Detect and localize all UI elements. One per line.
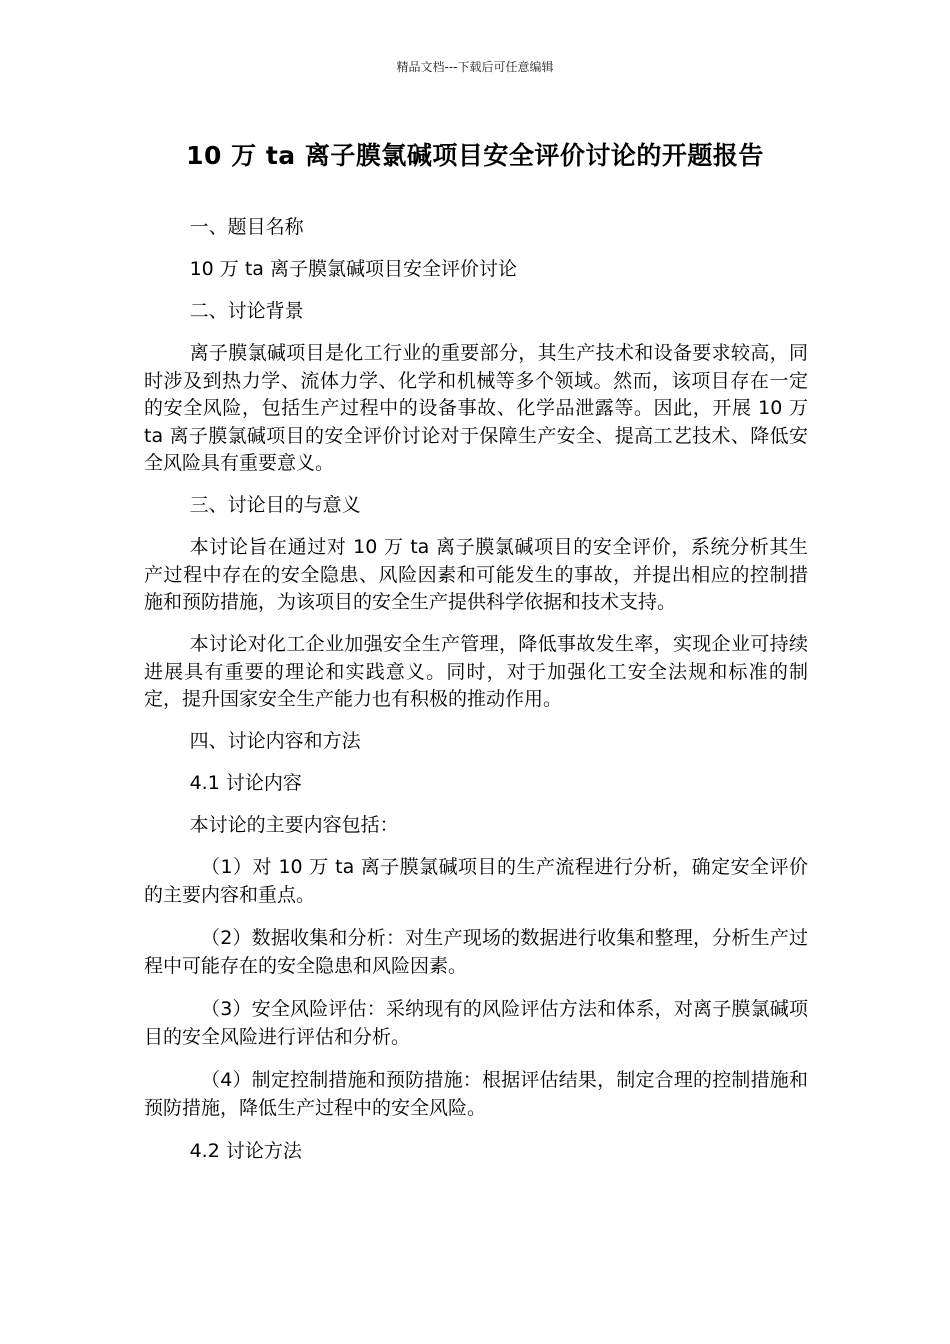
document-body bbox=[144, 214, 808, 1180]
section-heading: 四、讨论内容和方法 bbox=[189, 730, 361, 752]
content-list-item: （2）数据收集和分析：对生产现场的数据进行收集和整理，分析生产过程中可能存在的安全隐患和风险因素。 bbox=[144, 927, 808, 977]
topic-name-paragraph: 10 万 ta 离子膜氯碱项目安全评价讨论 bbox=[189, 258, 517, 280]
subsection-heading: 4.2 讨论方法 bbox=[189, 1140, 302, 1162]
content-list-item: （4）制定控制措施和预防措施：根据评估结果，制定合理的控制措施和预防措施，降低生产过程中的安全风险。 bbox=[144, 1069, 808, 1119]
section-heading: 三、讨论目的与意义 bbox=[189, 494, 361, 516]
document-title: 10 万 ta 离子膜氯碱项目安全评价讨论的开题报告 bbox=[186, 141, 764, 170]
purpose-paragraph: 本讨论旨在通过对 10 万 ta 离子膜氯碱项目的安全评价，系统分析其生产过程中存在的安全隐患、风险因素和可能发生的事故，并提出相应的控制措施和预防措施，为该项目的安全生产提供科学依据和技术支持。 bbox=[144, 536, 808, 613]
page-header-note: 精品文档---下载后可任意编辑 bbox=[396, 60, 554, 74]
content-list-item: （1）对 10 万 ta 离子膜氯碱项目的生产流程进行分析，确定安全评价的主要内容和重点。 bbox=[144, 856, 808, 906]
significance-paragraph: 本讨论对化工企业加强安全生产管理，降低事故发生率，实现企业可持续进展具有重要的理论和实践意义。同时，对于加强化工安全法规和标准的制定，提升国家安全生产能力也有积极的推动作用。 bbox=[144, 633, 808, 710]
section-heading: 二、讨论背景 bbox=[189, 300, 304, 322]
section-heading: 一、题目名称 bbox=[189, 216, 304, 238]
subsection-heading: 4.1 讨论内容 bbox=[189, 772, 302, 794]
background-paragraph: 离子膜氯碱项目是化工行业的重要部分，其生产技术和设备要求较高，同时涉及到热力学、流体力学、化学和机械等多个领域。然而，该项目存在一定的安全风险，包括生产过程中的设备事故、化学品泄露等。因此，开展 10 万 ta 离子膜氯碱项目的安全评价讨论对于保障生产安全、提高工艺技术、降低安全风险具有重要意义。 bbox=[144, 342, 808, 474]
content-list-item: （3）安全风险评估：采纳现有的风险评估方法和体系，对离子膜氯碱项目的安全风险进行评估和分析。 bbox=[144, 998, 808, 1048]
content-intro-paragraph: 本讨论的主要内容包括： bbox=[189, 814, 399, 836]
